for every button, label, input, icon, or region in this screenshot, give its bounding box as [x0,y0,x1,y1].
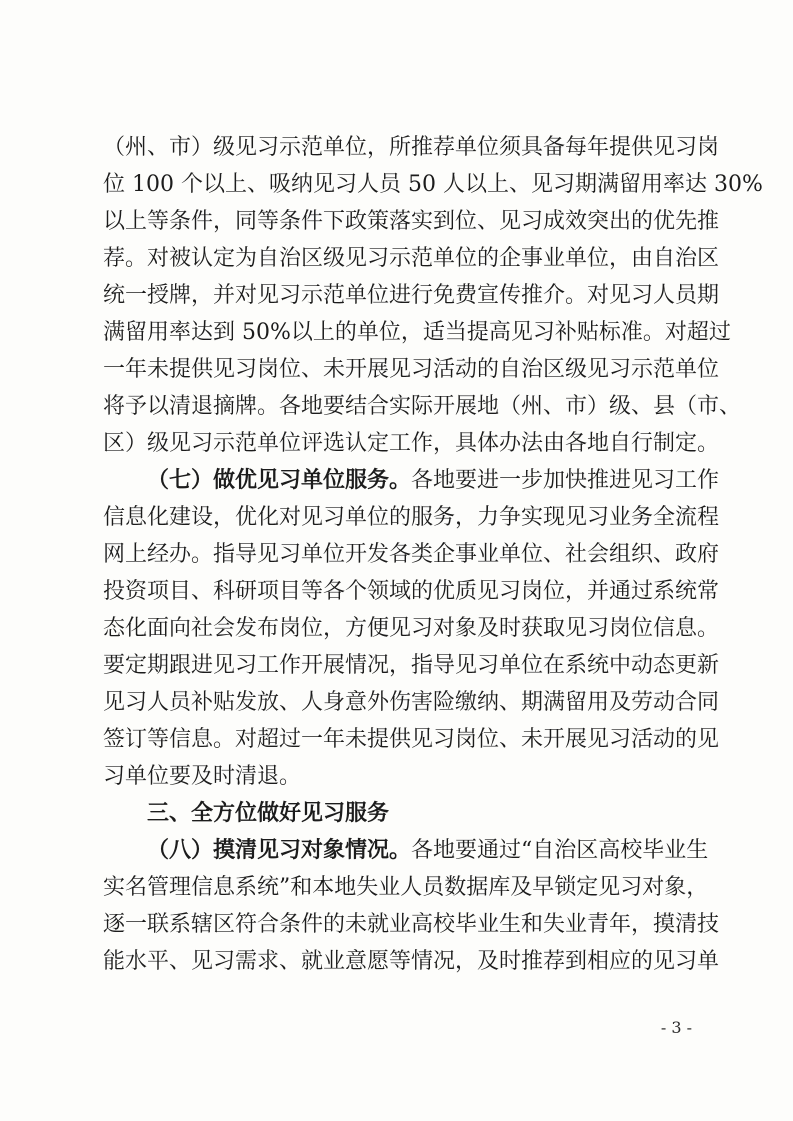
paragraph-line: 能水平、见习需求、就业意愿等情况，及时推荐到相应的见习单 [103,949,720,974]
page-number: - 3 - [660,1018,692,1037]
paragraph-line: 荐。对被认定为自治区级见习示范单位的企事业单位，由自治区 [103,246,720,271]
paragraph-line: 网上经办。指导见习单位开发各类企事业单位、社会组织、政府 [103,542,720,567]
paragraph-line: 满留用率达到 50%以上的单位，适当提高见习补贴标准。对超过 [103,320,731,345]
paragraph-line: 见习人员补贴发放、人身意外伤害险缴纳、期满留用及劳动合同 [103,690,720,715]
section-heading: 三、全方位做好见习服务 [147,801,390,826]
paragraph-line: 习单位要及时清退。 [103,764,302,789]
paragraph-line: 逐一联系辖区符合条件的未就业高校毕业生和失业青年，摸清技 [103,912,720,937]
paragraph-line: 信息化建设，优化对见习单位的服务，力争实现见习业务全流程 [103,505,720,530]
section-7-first-line [147,462,720,499]
paragraph-line: 签订等信息。对超过一年未提供见习岗位、未开展见习活动的见 [103,727,720,752]
section-8-first-line [147,832,709,869]
section-7-text: 各地要进一步加快推进见习工作 [411,468,720,493]
paragraph-line: 一年未提供见习岗位、未开展见习活动的自治区级见习示范单位 [103,357,720,382]
paragraph-line: 位 100 个以上、吸纳见习人员 50 人以上、见习期满留用率达 30% [103,172,763,197]
paragraph-line: 区）级见习示范单位评选认定工作，具体办法由各地自行制定。 [103,431,720,456]
paragraph-line: 态化面向社会发布岗位，方便见习对象及时获取见习岗位信息。 [103,616,720,641]
paragraph-line: （州、市）级见习示范单位，所推荐单位须具备每年提供见习岗 [103,135,720,160]
section-7-title: （七）做优见习单位服务。 [147,467,412,493]
paragraph-line: 实名管理信息系统”和本地失业人员数据库及早锁定见习对象， [103,875,709,900]
section-8-text: 各地要通过“自治区高校毕业生 [411,838,709,863]
paragraph-line: 将予以清退摘牌。各地要结合实际开展地（州、市）级、县（市、 [103,394,742,419]
paragraph-line: 以上等条件，同等条件下政策落实到位、见习成效突出的优先推 [103,209,720,234]
paragraph-line: 要定期跟进见习工作开展情况，指导见习单位在系统中动态更新 [103,653,720,678]
paragraph-line: 投资项目、科研项目等各个领域的优质见习岗位，并通过系统常 [103,579,720,604]
paragraph-line: 统一授牌，并对见习示范单位进行免费宣传推介。对见习人员期 [103,283,720,308]
section-8-title: （八）摸清见习对象情况。 [147,837,412,863]
